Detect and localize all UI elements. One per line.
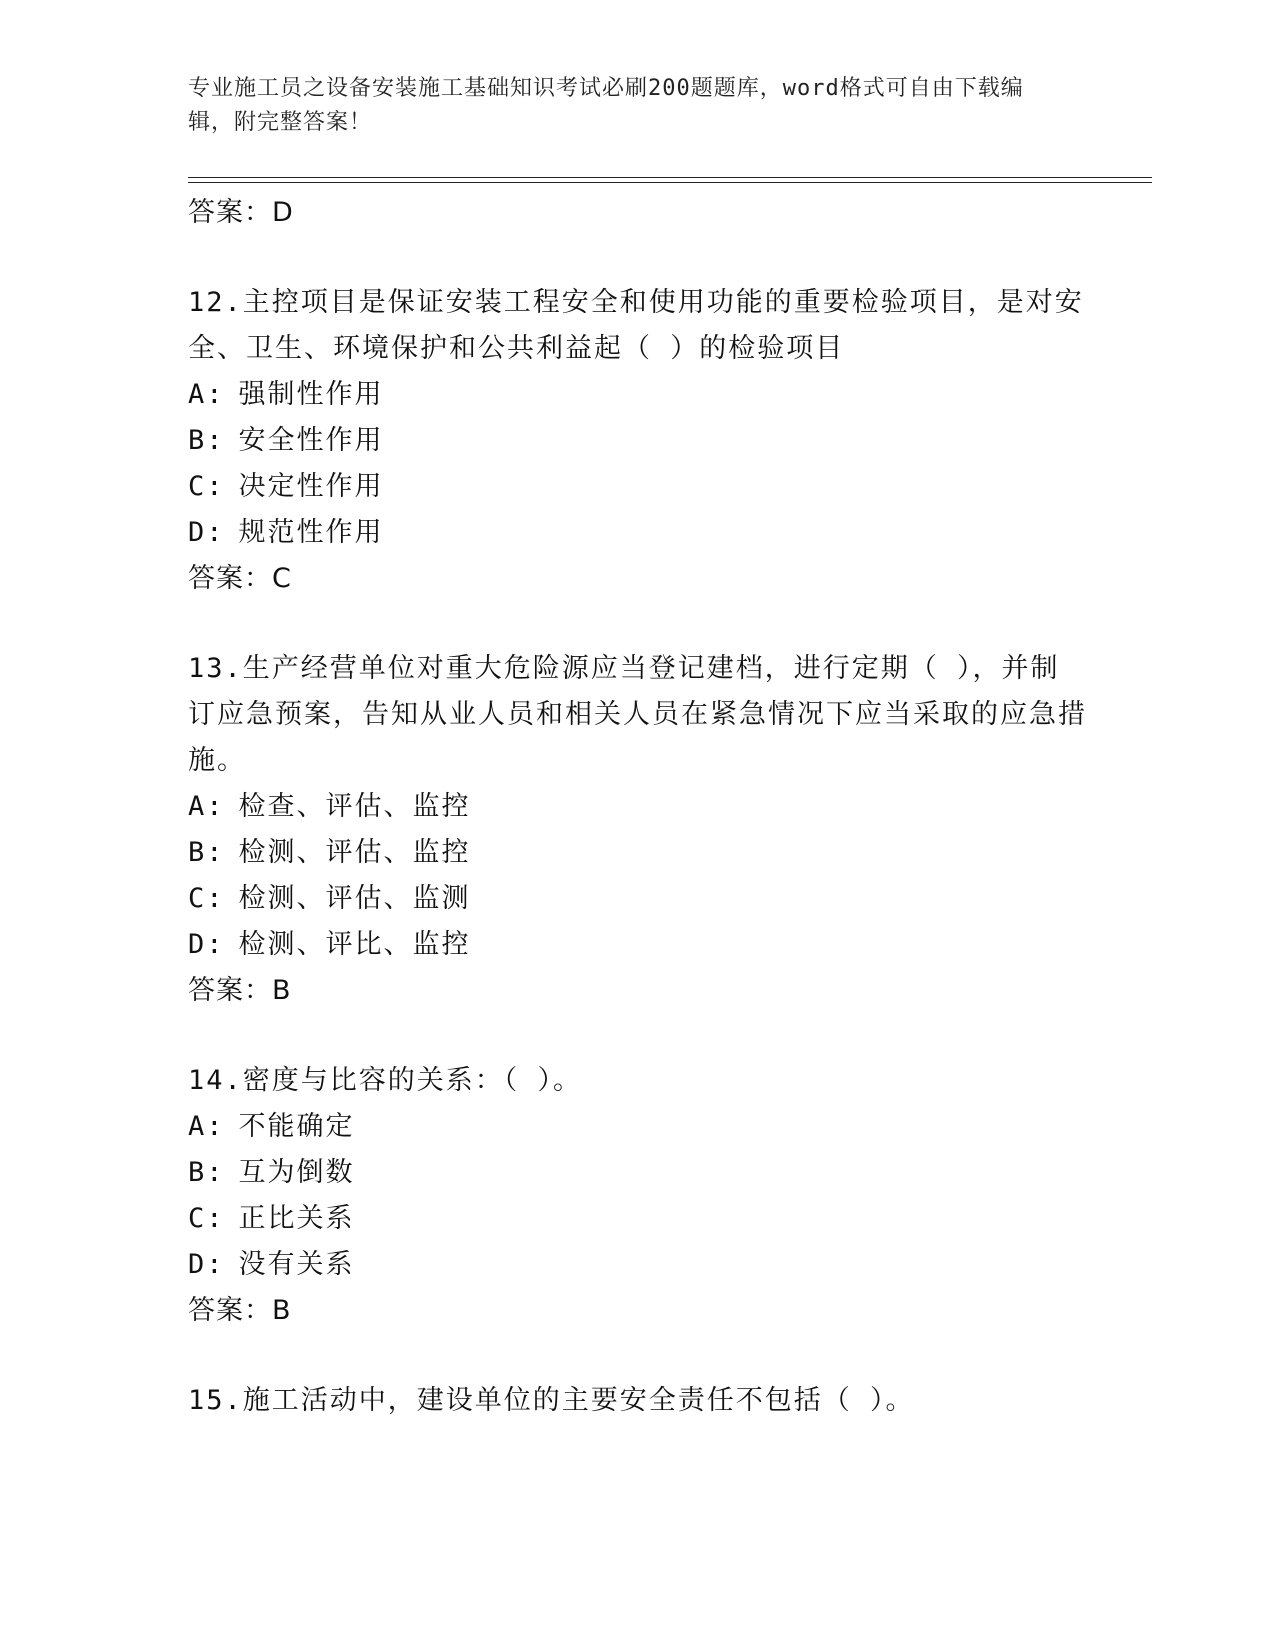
option-text: 不能确定 bbox=[238, 1111, 355, 1142]
answer-line: 答案：D bbox=[188, 197, 294, 228]
option-b bbox=[188, 830, 1088, 876]
option-label: C: bbox=[188, 1203, 225, 1234]
option-c bbox=[188, 464, 1088, 510]
option-text: 强制性作用 bbox=[238, 379, 384, 410]
option-text: 检查、评估、监控 bbox=[238, 791, 471, 822]
option-c bbox=[188, 1196, 1088, 1242]
option-b bbox=[188, 418, 1088, 464]
option-text: 检测、评比、监控 bbox=[238, 929, 471, 960]
option-label: B: bbox=[188, 1157, 225, 1188]
option-text: 正比关系 bbox=[238, 1203, 355, 1234]
option-d bbox=[188, 922, 1088, 968]
option-text: 没有关系 bbox=[238, 1249, 355, 1280]
option-a bbox=[188, 784, 1088, 830]
option-label: A: bbox=[188, 1111, 225, 1142]
option-a bbox=[188, 1104, 1088, 1150]
answer-line: 答案：B bbox=[188, 1295, 292, 1326]
option-label: B: bbox=[188, 837, 225, 868]
option-text: 决定性作用 bbox=[238, 471, 384, 502]
question-text: 12.主控项目是保证安装工程安全和使用功能的重要检验项目，是对安全、卫生、环境保护和公共利益起（ ）的检验项目 bbox=[188, 287, 1084, 364]
option-label: C: bbox=[188, 883, 225, 914]
answer-line: 答案：B bbox=[188, 975, 292, 1006]
option-d bbox=[188, 510, 1088, 556]
option-text: 互为倒数 bbox=[238, 1157, 355, 1188]
question-item bbox=[188, 1378, 1088, 1424]
option-c bbox=[188, 876, 1088, 922]
page-header: 专业施工员之设备安装施工基础知识考试必刷200题题库，word格式可自由下载编辑，附完整答案！ bbox=[188, 76, 1024, 135]
option-text: 安全性作用 bbox=[238, 425, 384, 456]
option-label: A: bbox=[188, 791, 225, 822]
option-b bbox=[188, 1150, 1088, 1196]
question-item bbox=[188, 1058, 1088, 1334]
option-label: B: bbox=[188, 425, 225, 456]
question-item bbox=[188, 646, 1088, 1014]
question-text: 14.密度与比容的关系：（ ）。 bbox=[188, 1065, 583, 1096]
option-label: C: bbox=[188, 471, 225, 502]
option-text: 检测、评估、监测 bbox=[238, 883, 471, 914]
question-text: 15.施工活动中，建设单位的主要安全责任不包括（ ）。 bbox=[188, 1385, 915, 1416]
header-rule-bottom bbox=[188, 182, 1152, 183]
option-text: 检测、评估、监控 bbox=[238, 837, 471, 868]
option-label: D: bbox=[188, 1249, 225, 1280]
header-rule-top bbox=[188, 177, 1152, 178]
question-text: 13.生产经营单位对重大危险源应当登记建档，进行定期（ ），并制订应急预案，告知从业人员和相关人员在紧急情况下应当采取的应急措施。 bbox=[188, 653, 1087, 776]
question-item bbox=[188, 280, 1088, 602]
question-list bbox=[188, 190, 1088, 1424]
answer-line: 答案：C bbox=[188, 563, 292, 594]
option-label: A: bbox=[188, 379, 225, 410]
option-label: D: bbox=[188, 929, 225, 960]
option-d bbox=[188, 1242, 1088, 1288]
option-text: 规范性作用 bbox=[238, 517, 384, 548]
option-label: D: bbox=[188, 517, 225, 548]
option-a bbox=[188, 372, 1088, 418]
